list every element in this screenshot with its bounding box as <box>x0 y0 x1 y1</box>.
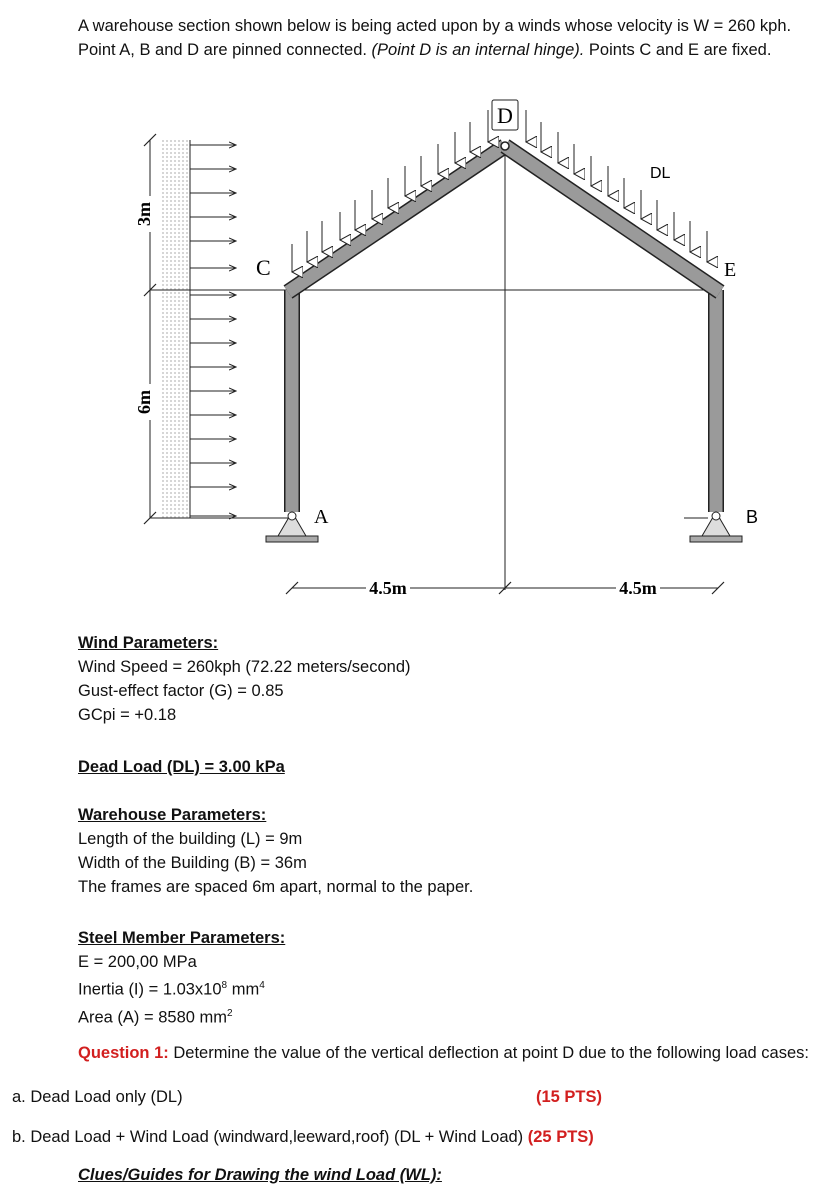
warehouse-parameters <box>78 803 473 899</box>
intro-line-2 <box>78 38 818 62</box>
building-width: Width of the Building (B) = 36m <box>78 854 307 872</box>
intro-fixed: Points C and E are fixed. <box>588 41 772 59</box>
hinge-d <box>501 142 509 150</box>
clues-heading: Clues/Guides for Drawing the wind Load (WL): <box>78 1166 442 1184</box>
part-a-text: a. Dead Load only (DL) <box>12 1088 183 1106</box>
dimension-span-right: 4.5m <box>619 578 657 598</box>
label-c: C <box>256 255 271 280</box>
intro-line-1: A warehouse section shown below is being acted upon by a winds whose velocity is W = 260 kph. <box>78 17 792 35</box>
intro-pins: Point A, B and D are pinned connected. <box>78 41 367 59</box>
frame-spacing: The frames are spaced 6m apart, normal to the paper. <box>78 878 474 896</box>
dimension-span-left: 4.5m <box>369 578 407 598</box>
dimension-6m: 6m <box>134 390 154 414</box>
steel-parameters <box>78 926 285 1029</box>
modulus-e: E = 200,00 MPa <box>78 953 197 971</box>
gust-factor: Gust-effect factor (G) = 0.85 <box>78 682 284 700</box>
label-e: E <box>724 259 737 281</box>
wind-load-arrows <box>190 145 236 516</box>
label-a: A <box>314 506 329 528</box>
intro-hinge-note: (Point D is an internal hinge). <box>371 41 585 59</box>
dead-load: Dead Load (DL) = 3.00 kPa <box>78 758 285 776</box>
question-label: Question 1: <box>78 1044 169 1062</box>
pin-support-a <box>264 512 318 542</box>
label-d: D <box>497 103 513 128</box>
wind-parameters <box>78 631 411 727</box>
question-1 <box>78 1044 809 1063</box>
wind-speed: Wind Speed = 260kph (72.22 meters/second) <box>78 658 411 676</box>
label-b: B <box>746 507 759 527</box>
frame-diagram <box>0 88 838 618</box>
question-text: Determine the value of the vertical deflection at point D due to the following load cases: <box>173 1044 809 1062</box>
steel-heading: Steel Member Parameters: <box>78 929 286 947</box>
dimension-3m: 3m <box>134 202 154 226</box>
label-dl: DL <box>650 165 671 182</box>
area: Area (A) = 8580 $mm^2$ <box>78 1007 233 1026</box>
part-a <box>12 1088 183 1107</box>
part-b-points: (25 PTS) <box>527 1128 594 1146</box>
part-b <box>12 1128 594 1147</box>
inertia: Inertia $(I) = 1.03x10^8$ $mm^4$ <box>78 980 265 999</box>
gcpi: GCpi = +0.18 <box>78 706 177 724</box>
warehouse-heading: Warehouse Parameters: <box>78 806 267 824</box>
pin-support-b <box>684 512 742 542</box>
part-a-points: (15 PTS) <box>536 1088 603 1106</box>
part-b-text: b. Dead Load + Wind Load (windward,leeward,roof) (DL + Wind Load) <box>12 1128 524 1146</box>
intro-text <box>78 14 818 62</box>
building-length: Length of the building (L) = 9m <box>78 830 303 848</box>
steel-frame <box>288 146 720 512</box>
wind-heading: Wind Parameters: <box>78 634 219 652</box>
